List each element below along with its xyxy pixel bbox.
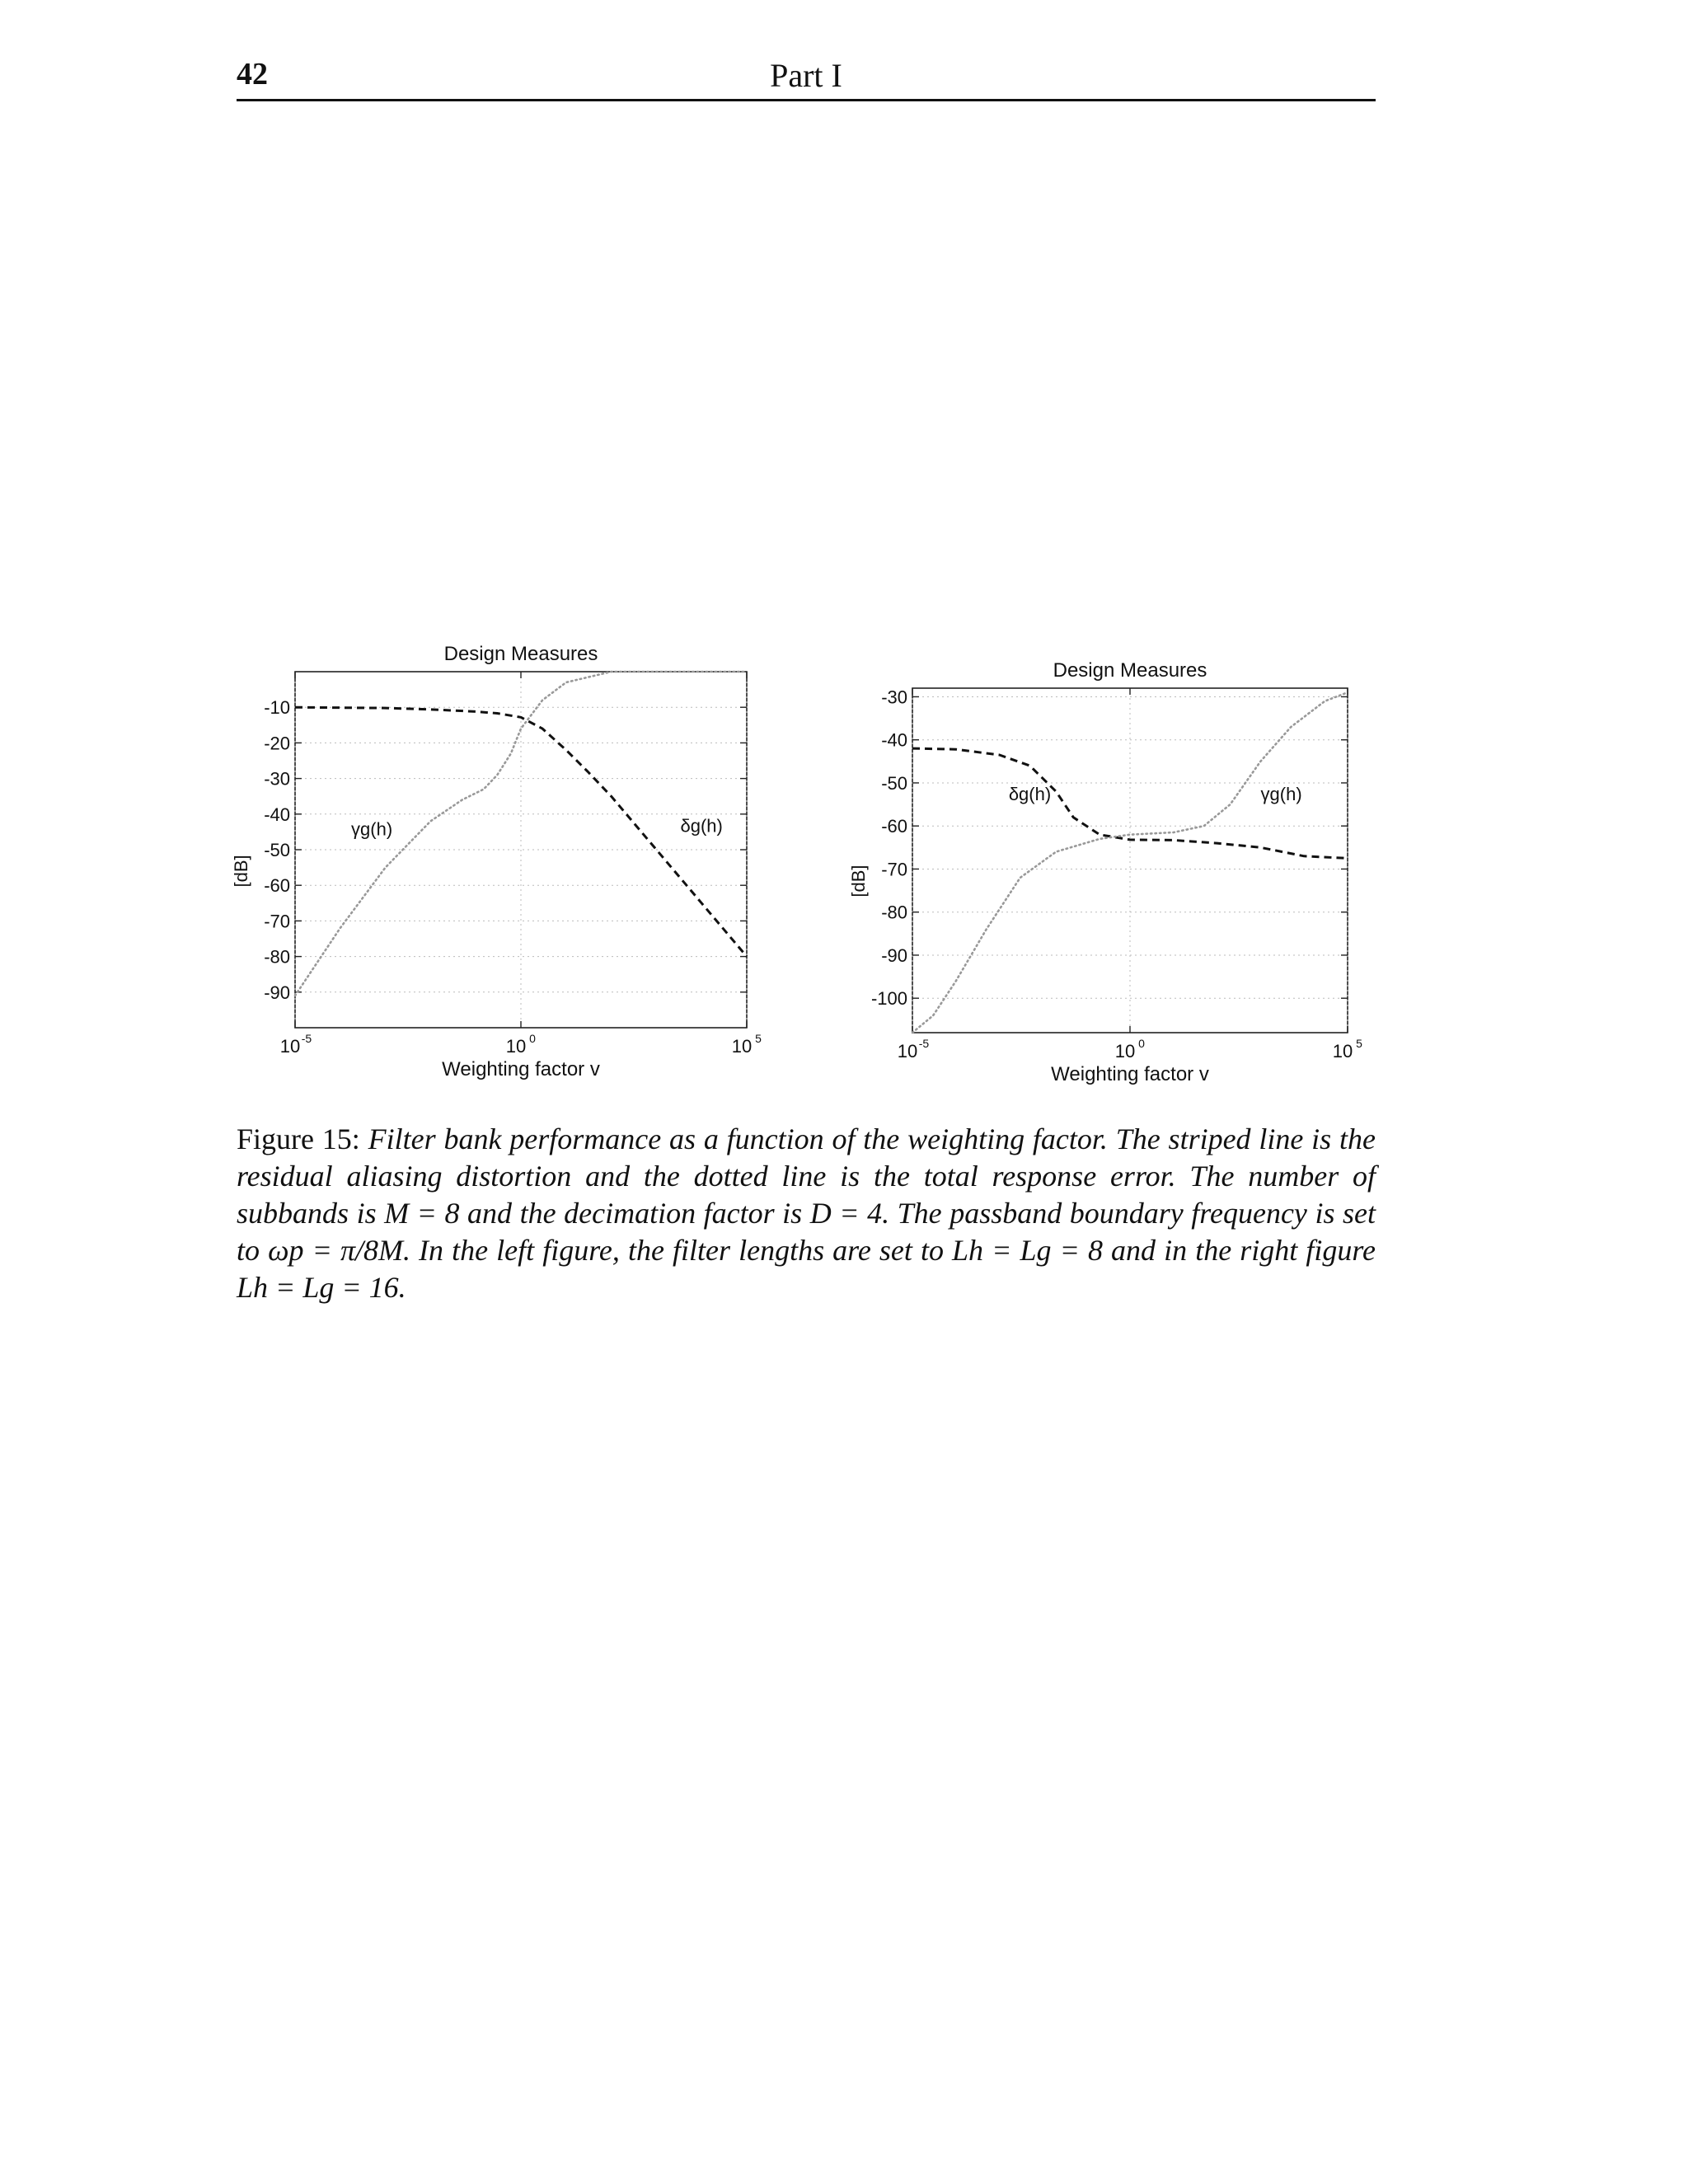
y-tick-label: -60 <box>264 875 290 897</box>
x-tick-label: 10 <box>731 1036 753 1057</box>
y-tick-label: -40 <box>264 804 290 825</box>
chart-title: Design Measures <box>1053 659 1207 682</box>
y-tick-label: -50 <box>881 772 907 794</box>
series-label: δg(h) <box>1008 783 1052 804</box>
x-tick-label: 10 <box>897 1041 918 1062</box>
y-tick-label: -30 <box>264 768 290 790</box>
series-label: δg(h) <box>680 815 723 837</box>
page-number: 42 <box>237 57 268 91</box>
x-tick-exponent: 5 <box>1356 1037 1362 1050</box>
x-tick-exponent: -5 <box>918 1037 930 1050</box>
x-tick-label: 10 <box>1114 1041 1136 1062</box>
chart-right-svg <box>845 647 1389 1096</box>
y-tick-label: -60 <box>881 816 907 837</box>
y-tick-label: -90 <box>264 982 290 1003</box>
y-axis-label: [dB] <box>848 865 869 898</box>
x-tick-exponent: 0 <box>529 1032 536 1045</box>
y-tick-label: -20 <box>264 733 290 754</box>
caption-label: Figure 15: <box>237 1122 360 1155</box>
series-label: γg(h) <box>1260 783 1302 804</box>
y-tick-label: -30 <box>881 687 907 708</box>
y-tick-label: -90 <box>881 944 907 966</box>
page-header <box>237 54 1376 101</box>
y-tick-label: -80 <box>264 946 290 968</box>
x-tick-exponent: 5 <box>755 1032 762 1045</box>
x-axis-label: Weighting factor v <box>442 1058 600 1080</box>
y-tick-label: -70 <box>264 911 290 932</box>
caption-text: Filter bank performance as a function of the weighting factor. The striped line is the residual aliasing distortion and the dotted line is the total response error. The number of subbands is M = 8 and the decimation factor is D = 4. The passband boundary frequency is set to ωp = π/8M. In the left figure, the filter lengths are set to Lh = Lg = 8 and in the right figure Lh = Lg = 16. <box>237 1122 1376 1304</box>
running-head: Part I <box>770 57 842 94</box>
chart-title: Design Measures <box>443 643 598 665</box>
y-tick-label: -50 <box>264 840 290 860</box>
chart-left <box>231 630 767 1092</box>
y-tick-label: -70 <box>881 859 907 880</box>
chart-right <box>845 647 1389 1096</box>
y-tick-label: -100 <box>870 988 907 1010</box>
chart-left-svg <box>231 630 767 1092</box>
x-axis-label: Weighting factor v <box>1051 1063 1209 1085</box>
figure-caption <box>237 1121 1376 1306</box>
x-tick-label: 10 <box>279 1036 301 1057</box>
y-tick-label: -10 <box>264 697 290 719</box>
x-tick-exponent: 0 <box>1138 1037 1145 1050</box>
x-tick-label: 10 <box>505 1036 527 1057</box>
x-tick-label: 10 <box>1332 1041 1353 1062</box>
y-tick-label: -80 <box>881 902 907 923</box>
x-tick-exponent: -5 <box>301 1032 312 1045</box>
y-axis-label: [dB] <box>231 855 251 888</box>
series-label: γg(h) <box>351 818 393 840</box>
y-tick-label: -40 <box>881 729 907 751</box>
